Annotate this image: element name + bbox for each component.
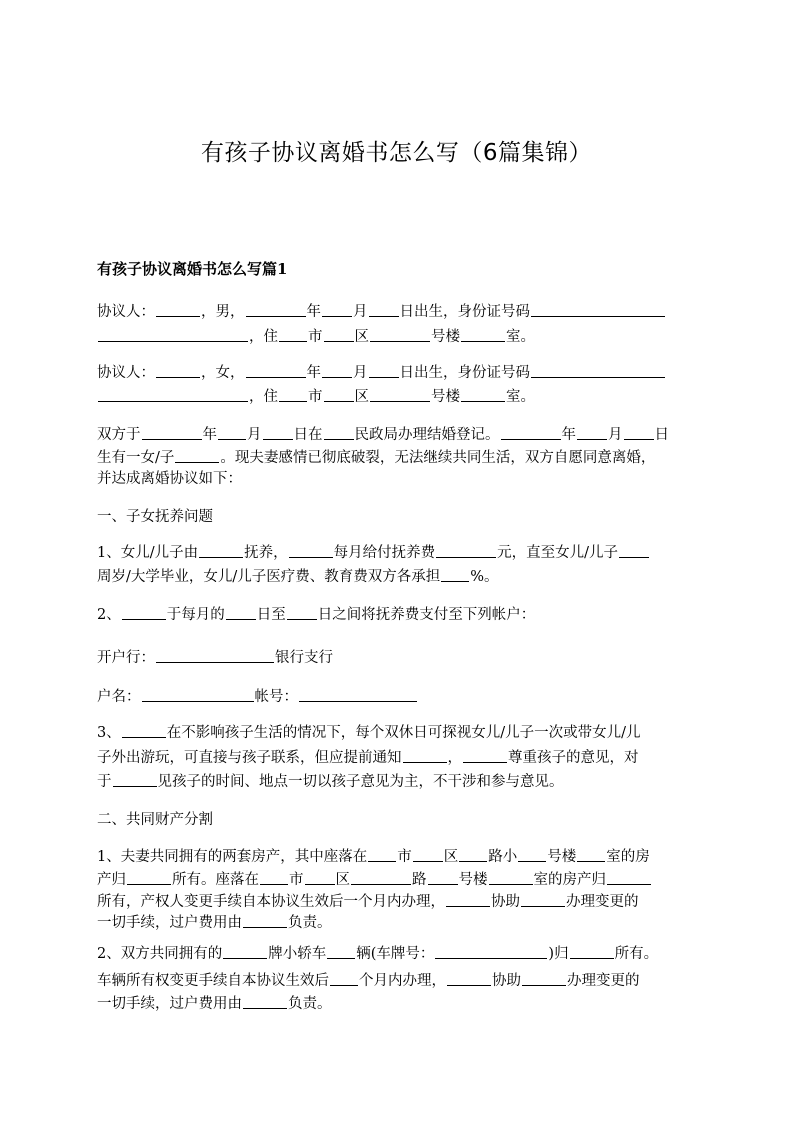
property-item1-line4: 一切手续，过户费用由 负责。 [97,911,332,935]
blank [156,301,200,317]
blank [243,912,287,928]
blank [246,301,306,317]
property-item2-line3: 一切手续，过户费用由 负责。 [97,992,332,1016]
blank [322,362,352,378]
blank [156,647,274,663]
blank [570,943,614,959]
blank [607,869,651,885]
blank [370,326,430,342]
blank [218,424,246,440]
document-title: 有孩子协议离婚书怎么写（6篇集锦） [200,140,593,166]
property-item2-line2: 车辆所有权变更手续自本协议生效后 个月内办理， 协助 办理变更的 [97,969,640,993]
blank [413,846,443,862]
blank [322,301,352,317]
blank [436,542,496,558]
item1-line1: 1、女儿/儿子由 抚养， 每月给付抚养费 元，直至女儿/儿子 [97,541,650,565]
section-heading: 有孩子协议离婚书怎么写篇1 [97,260,288,278]
blank [518,846,546,862]
party2-line1: 协议人： ，女， 年 月 日出生，身份证号码 [97,361,666,385]
blank [142,424,202,440]
blank [263,424,293,440]
property-item1-line3: 所有，产权人变更手续自本协议生效后一个月内办理， 协助 办理变更的 [97,890,639,914]
blank [327,943,355,959]
blank [531,362,665,378]
party1-line1: 协议人： ，男， 年 月 日出生，身份证号码 [97,300,666,324]
blank [199,542,243,558]
blank [279,326,307,342]
blank [522,970,566,986]
bank-line: 开户行： 银行支行 [97,646,333,670]
section-2-title: 二、共同财产分割 [97,812,213,828]
property-item2-line1: 2、双方共同拥有的 牌小轿车 辆(车牌号： )归 所有。 [97,942,658,966]
blank [98,386,248,402]
property-item1-line2: 产归 所有。座落在 市 区 路 号楼 室的房产归 [97,868,652,892]
blank [441,566,469,582]
party1-line2: ，住 市 区 号楼 室。 [97,325,535,349]
item1-line2: 周岁/大学毕业，女儿/儿子医疗费、教育费双方各承担 %。 [97,565,499,589]
blank [113,771,157,787]
blank [501,424,561,440]
blank [489,869,533,885]
blank [461,326,505,342]
blank [459,846,487,862]
blank [324,386,354,402]
blank [403,747,447,763]
intro-line2: 生有一女/子 。现夫妻感情已彻底破裂，无法继续共同生活，双方自愿同意离婚， [97,446,655,470]
blank [435,943,547,959]
blank [127,869,171,885]
intro-line1: 双方于 年 月 日在 民政局办理结婚登记。 年 月 日 [97,423,669,447]
blank [279,386,307,402]
blank [463,747,507,763]
blank [619,542,649,558]
blank [577,846,605,862]
blank [624,424,654,440]
blank [577,424,607,440]
blank [369,301,399,317]
blank [142,686,254,702]
blank [226,604,256,620]
item3-line2: 子外出游玩，可直接与孩子联系，但应提前通知 ， 尊重孩子的意见，对 [97,746,639,770]
blank [446,891,490,907]
property-item1-line1: 1、夫妻共同拥有的两套房产，其中座落在 市 区 路小 号楼 室的房 [97,845,650,869]
blank [122,604,166,620]
blank [287,604,317,620]
blank [370,386,430,402]
blank [175,447,219,463]
party2-line2: ，住 市 区 号楼 室。 [97,385,535,409]
blank [521,891,565,907]
item2-line: 2、 于每月的 日至 日之间将抚养费支付至下列帐户： [97,603,535,627]
item3-line1: 3、 在不影响孩子生活的情况下，每个双休日可探视女儿/儿子一次或带女儿/儿 [97,721,641,745]
blank [122,722,166,738]
blank [246,362,306,378]
blank [260,869,288,885]
blank [428,869,458,885]
blank [243,993,287,1009]
blank [330,970,358,986]
blank [447,970,491,986]
blank [368,846,396,862]
account-line: 户名： 帐号： [97,685,418,709]
item3-line3: 于 见孩子的时间、地点一切以孩子意见为主，不干涉和参与意见。 [97,770,564,794]
blank [461,386,505,402]
blank [299,686,417,702]
blank [223,943,267,959]
blank [531,301,665,317]
blank [289,542,333,558]
blank [305,869,335,885]
blank [156,362,200,378]
intro-line3: 并达成离婚协议如下： [97,471,242,487]
blank [324,424,354,440]
blank [98,326,248,342]
section-1-title: 一、子女抚养问题 [97,509,213,525]
blank [351,869,411,885]
blank [324,326,354,342]
blank [369,362,399,378]
